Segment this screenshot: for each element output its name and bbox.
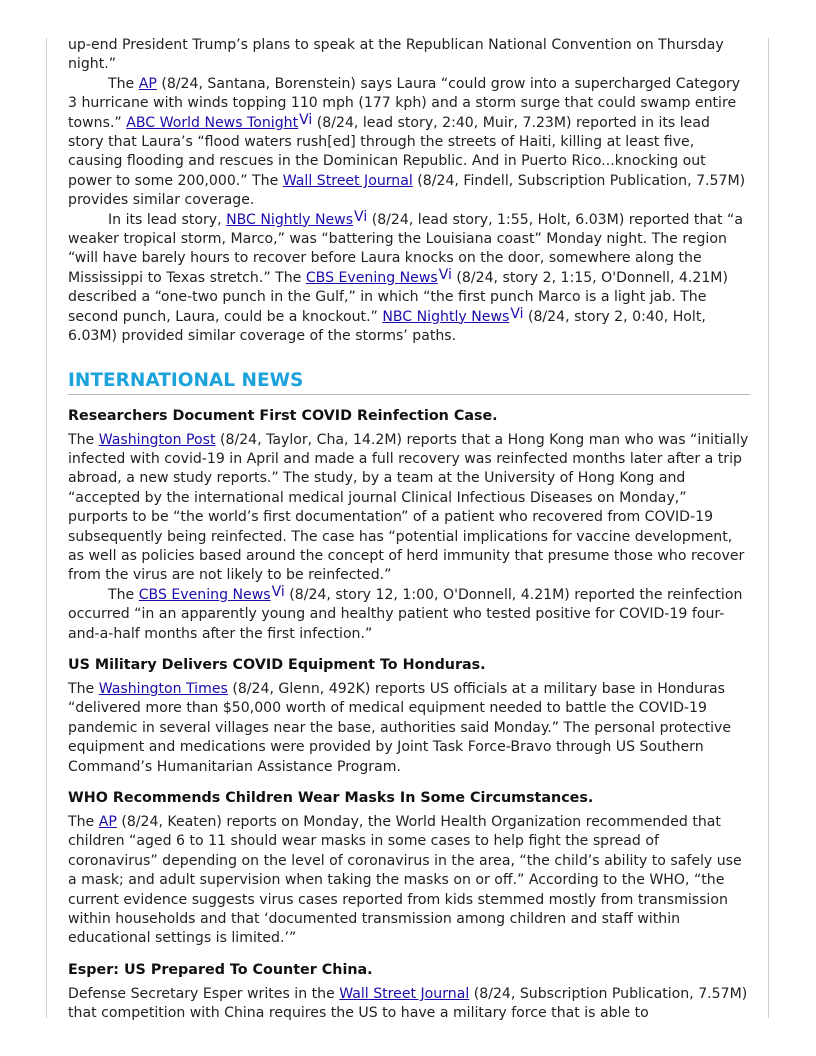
link-nbc-nightly-news-2[interactable]: NBC Nightly News bbox=[382, 308, 510, 325]
link-wall-street-journal-2[interactable]: Wall Street Journal bbox=[339, 985, 470, 1002]
link-abc-world-news-tonight[interactable]: ABC World News Tonight bbox=[126, 114, 299, 131]
text: The bbox=[68, 814, 99, 830]
text: The bbox=[108, 75, 139, 92]
paragraph-washington-times bbox=[68, 680, 750, 777]
link-cbs-evening-news-2[interactable]: CBS Evening News bbox=[138, 586, 271, 603]
text: The bbox=[68, 680, 99, 697]
paragraph-continued bbox=[68, 36, 750, 75]
left-margin-rule bbox=[46, 38, 47, 1018]
text: The bbox=[68, 431, 99, 448]
text: (8/24, lead story, 1:55, Holt, 6.03M) reported that “a weaker tropical storm, Marco,” was “battering the Louisiana coast” Monday night. The region “will have barely hours to recover before Laura knocks on the door, somewhere along the Mississippi to Texas stretch.” The bbox=[68, 211, 743, 286]
text: (8/24, story 12, 1:00, O'Donnell, 4.21M) reported the reinfection occurred “in an apparently young and healthy patient who tested positive for COVID-19 four-and-a-half months after the first infection.” bbox=[68, 586, 743, 642]
headline-covid-reinfection: Researchers Document First COVID Reinfection Case. bbox=[68, 407, 498, 424]
text: Defense Secretary Esper writes in the bbox=[68, 985, 340, 1002]
text: (8/24, Taylor, Cha, 14.2M) reports that a Hong Kong man who was “initially infected with covid-19 in April and made a full recovery was reinfected months later after a trip abroad, a new study reports.” The study, by a team at the University of Hong Kong and “accepted by the international medical journal Clinical Infectious Diseases on Monday,” purports to be “the world’s first documentation” of a patient who recovered from COVID-19 subsequently being reinfected. The case has “potential implications for vaccine development, as well as policies based around the concept of herd immunity that presume those who recover from the virus are not likely to be reinfected.” bbox=[68, 431, 749, 584]
link-cbs-evening-news[interactable]: CBS Evening News bbox=[305, 269, 438, 286]
text: (8/24, Findell, Subscription Publication, 7.57M) provides similar coverage. bbox=[68, 172, 746, 209]
text: (8/24, lead story, 2:40, Muir, 7.23M) reported in its lead story that Laura’s “flood waters rush[ed] through the streets of Haiti, killing at least five, causing flooding and rescues in the Dominican Republic. And in Puerto Rico...knocking out power to some 200,000.” The bbox=[68, 114, 710, 189]
link-nbc-nightly-news[interactable]: NBC Nightly News bbox=[226, 211, 354, 228]
paragraph-washington-post bbox=[68, 431, 750, 586]
text: (8/24, Santana, Borenstein) says Laura “could grow into a supercharged Category 3 hurricane with winds topping 110 mph (177 kph) and a storm surge that could swamp entire towns.” bbox=[68, 75, 741, 131]
link-ap-2[interactable]: AP bbox=[98, 814, 117, 830]
text: The bbox=[108, 586, 139, 603]
video-icon[interactable]: Vi bbox=[271, 583, 285, 600]
right-margin-rule bbox=[768, 38, 769, 1018]
link-washington-post[interactable]: Washington Post bbox=[98, 431, 216, 448]
section-heading-international-news: INTERNATIONAL NEWS bbox=[68, 369, 750, 395]
paragraph-ap-who bbox=[68, 813, 750, 949]
text: (8/24, story 2, 0:40, Holt, 6.03M) provided similar coverage of the storms’ paths. bbox=[68, 308, 706, 345]
video-icon[interactable]: Vi bbox=[510, 305, 524, 322]
document-body bbox=[68, 36, 750, 1024]
paragraph-ap-laura bbox=[68, 75, 750, 211]
headline-esper-china: Esper: US Prepared To Counter China. bbox=[68, 961, 373, 978]
headline-honduras-equipment: US Military Delivers COVID Equipment To Honduras. bbox=[68, 656, 486, 673]
link-wall-street-journal[interactable]: Wall Street Journal bbox=[282, 172, 413, 189]
text: (8/24, Subscription Publication, 7.57M) that competition with China requires the US to have a military force that is able to bbox=[68, 985, 748, 1022]
text: (8/24, story 2, 1:15, O'Donnell, 4.21M) described a “one-two punch in the Gulf,” in which “the first punch Marco is a light jab. The second punch, Laura, could be a knockout.” bbox=[68, 269, 728, 325]
text: (8/24, Glenn, 492K) reports US officials at a military base in Honduras “delivered more than $50,000 worth of medical equipment needed to battle the COVID-19 pandemic in several villages near the base, authorities said Monday.” The personal protective equipment and medications were provided by Joint Task Force-Bravo through US Southern Command’s Humanitarian Assistance Program. bbox=[68, 680, 732, 775]
link-washington-times[interactable]: Washington Times bbox=[98, 680, 228, 697]
paragraph-nbc-marco bbox=[68, 208, 750, 347]
paragraph-text: up-end President Trump’s plans to speak at the Republican National Convention on Thursday night.” bbox=[68, 37, 724, 73]
video-icon[interactable]: Vi bbox=[438, 266, 452, 283]
text: (8/24, Keaten) reports on Monday, the World Health Organization recommended that children “aged 6 to 11 should wear masks in some cases to help fight the spread of coronavirus” depending on the level of coronavirus in the area, “the child’s ability to safely use a mask; and adult supervision when taking the masks on or off.” According to the WHO, “the current evidence suggests virus cases reported from kids stemmed mostly from transmission within households and that ‘documented transmission among children and staff within educational settings is limited.’” bbox=[68, 814, 742, 947]
text: In its lead story, bbox=[108, 211, 227, 228]
video-icon[interactable]: Vi bbox=[299, 111, 313, 128]
paragraph-esper-wsj bbox=[68, 985, 750, 1024]
video-icon[interactable]: Vi bbox=[354, 208, 368, 225]
paragraph-cbs-reinfection bbox=[68, 583, 750, 644]
headline-who-masks: WHO Recommends Children Wear Masks In Some Circumstances. bbox=[68, 790, 594, 806]
link-ap[interactable]: AP bbox=[138, 75, 157, 92]
